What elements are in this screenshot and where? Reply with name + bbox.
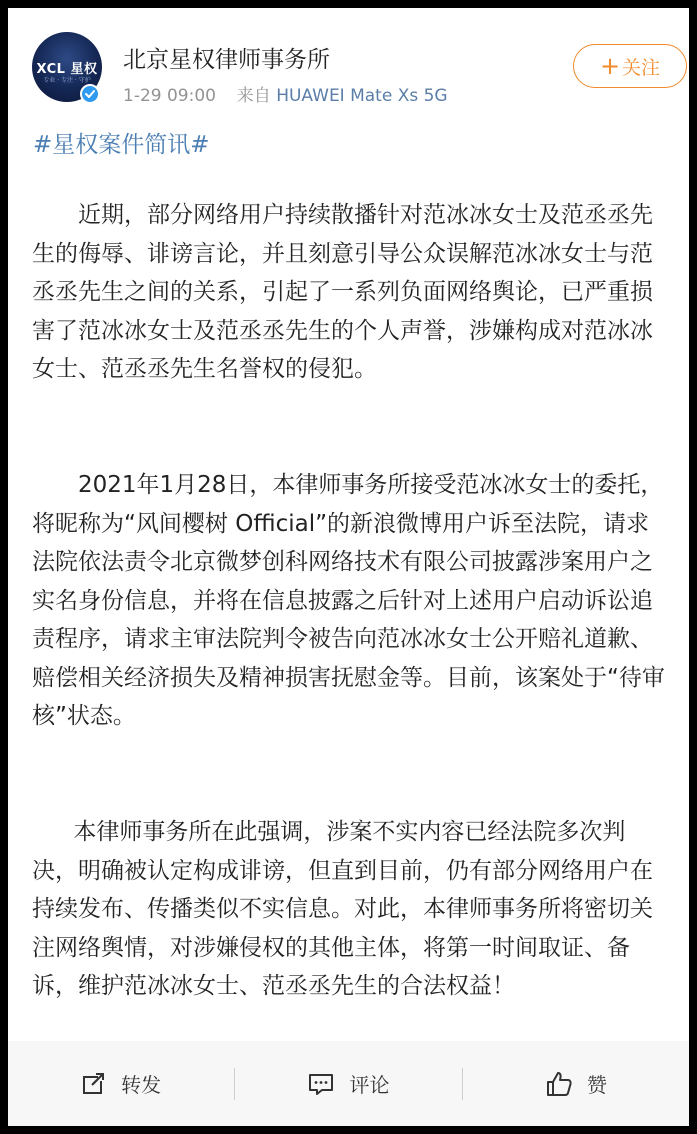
like-button[interactable] [463, 1041, 689, 1126]
post-paragraph: 本律师事务所在此强调，涉案不实内容已经法院多次判决，明确被认定构成诽谤，但直到目前，仍有部分网络用户在持续发布、传播类似不实信息。对此，本律师事务所将密切关注网络舆情，对涉嫌侵权的其他主体，将第一时间取证、备诉，维护范冰冰女士、范丞丞先生的合法权益！ [32, 819, 653, 999]
like-icon [545, 1070, 573, 1098]
verified-badge-icon [80, 84, 100, 104]
avatar-logo-text: XCL 星权 [36, 62, 98, 77]
account-name[interactable]: 北京星权律师事务所 [123, 47, 330, 73]
post-header [8, 8, 689, 123]
post-paragraph: 近期，部分网络用户持续散播针对范冰冰女士及范丞丞先生的侮辱、诽谤言论，并且刻意引导公众误解范冰冰女士与范丞丞先生之间的关系，引起了一系列负面网络舆论，已严重损害了范冰冰女士及范丞丞先生的个人声誉，涉嫌构成对范冰冰女士、范丞丞先生名誉权的侵犯。 [32, 202, 653, 382]
post-action-bar [8, 1041, 689, 1126]
post-device[interactable]: HUAWEI Mate Xs 5G [276, 86, 448, 106]
repost-button[interactable] [8, 1041, 234, 1126]
post-time: 1-29 09:00 [123, 86, 216, 106]
post-meta [123, 81, 448, 106]
comment-icon [307, 1071, 335, 1097]
weibo-post-card [8, 8, 689, 1126]
hashtag-link[interactable]: #星权案件简讯# [33, 132, 210, 158]
share-icon [81, 1071, 107, 1097]
repost-label: 转发 [121, 1073, 162, 1097]
follow-button-label: 关注 [622, 56, 661, 79]
post-source-prefix: 来自 [236, 86, 271, 106]
comment-button[interactable] [235, 1041, 461, 1126]
follow-button[interactable] [573, 44, 687, 88]
comment-label: 评论 [349, 1073, 390, 1097]
like-label: 赞 [586, 1073, 607, 1097]
post-paragraph: 2021年1月28日，本律师事务所接受范冰冰女士的委托，将昵称为“风间樱树 Official”的新浪微博用户诉至法院，请求法院依法责令北京微梦创科网络技术有限公司披露涉案用户之实名身份信息，并将在信息披露之后针对上述用户启动诉讼追责程序，请求主审法院判令被告向范冰冰女士公开赔礼道歉、赔偿相关经济损失及精神损害抚慰金等。目前，该案处于“待审核”状态。 [32, 472, 665, 729]
plus-icon: + [599, 52, 621, 80]
avatar-logo-subtext: 专业 · 专注 · 守护 [43, 77, 91, 84]
